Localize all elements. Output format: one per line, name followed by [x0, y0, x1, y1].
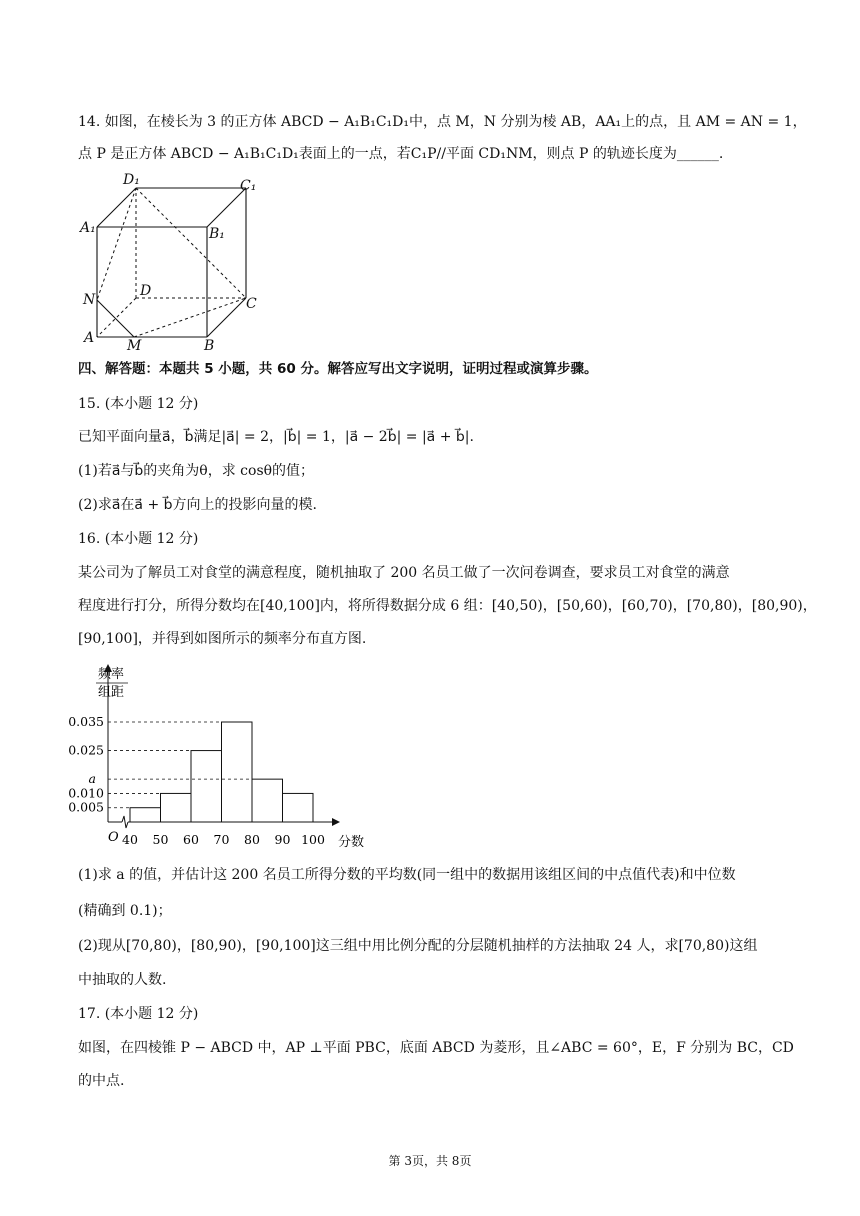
label-a: A — [84, 330, 95, 346]
q16-part-1-line-1: (1)求 a 的值，并估计这 200 名员工所得分数的平均数(同一组中的数据用该组区间的中点值代表)和中位数 — [78, 867, 736, 883]
segment-n-m — [97, 300, 134, 337]
x-tick-label: 80 — [244, 832, 260, 847]
histogram-bar — [130, 808, 161, 822]
edge-a1-d1 — [97, 188, 136, 227]
y-axis-label-bottom: 组距 — [98, 685, 125, 700]
label-b1: B₁ — [209, 226, 225, 242]
label-b: B — [204, 338, 215, 354]
histogram-bar — [283, 793, 314, 822]
hidden-edge-d-a — [97, 298, 136, 337]
q15-title: 15. (本小题 12 分) — [78, 396, 199, 412]
section-4-heading: 四、解答题：本题共 5 小题，共 60 分。解答应写出文字说明，证明过程或演算步骤。 — [78, 361, 598, 377]
x-tick-label: 90 — [274, 832, 291, 847]
y-tick-label: a — [88, 771, 96, 787]
q15-stem: 已知平面向量a⃗，b⃗满足|a⃗| = 2，|b⃗| = 1，|a⃗ − 2b⃗| = |a⃗ + b⃗|. — [78, 429, 474, 445]
histogram-bar — [161, 793, 192, 822]
y-tick-label: 0.035 — [68, 714, 104, 729]
x-tick-label: 40 — [122, 832, 138, 847]
origin-label: O — [108, 830, 119, 845]
q15-part-1: (1)若a⃗与b⃗的夹角为θ，求 cosθ的值； — [78, 463, 315, 479]
q17-title: 17. (本小题 12 分) — [78, 1006, 199, 1022]
x-tick-label: 50 — [152, 832, 169, 847]
edge-b-c — [207, 298, 246, 337]
q15-part-2: (2)求a⃗在a⃗ + b⃗方向上的投影向量的模. — [78, 497, 317, 513]
q16-line-2: 程度进行打分，所得分数均在[40,100]内，将所得数据分成 6 组：[40,50)，[50,60)，[60,70)，[70,80)，[80,90)， — [78, 598, 817, 614]
q16-part-2-line-1: (2)现从[70,80)，[80,90)，[90,100]这三组中用比例分配的分层随机抽样的方法抽取 24 人，求[70,80)这组 — [78, 938, 758, 954]
q17-line-1: 如图，在四棱锥 P − ABCD 中，AP ⊥平面 PBC，底面 ABCD 为菱形，且∠ABC = 60°，E，F 分别为 BC，CD — [78, 1040, 794, 1056]
y-tick-label: 0.025 — [68, 742, 104, 758]
q17-line-2: 的中点. — [78, 1073, 125, 1089]
histogram-bar — [252, 779, 283, 822]
q14-line-1: 14. 如图，在棱长为 3 的正方体 ABCD − A₁B₁C₁D₁中，点 M，N 分别为棱 AB，AA₁上的点，且 AM = AN = 1， — [78, 114, 807, 130]
x-axis-label: 分数 — [338, 835, 365, 850]
label-d1: D₁ — [123, 172, 140, 188]
x-tick-label: 60 — [183, 832, 199, 847]
label-c: C — [246, 296, 257, 312]
q16-part-2-line-2: 中抽取的人数. — [78, 972, 167, 988]
q16-part-1-line-2: (精确到 0.1)； — [78, 903, 172, 919]
histogram-bar — [222, 722, 253, 822]
frequency-histogram — [68, 662, 378, 852]
histogram-bar — [191, 751, 222, 822]
y-tick-label: 0.010 — [68, 785, 104, 801]
x-tick-label: 100 — [301, 832, 325, 847]
label-c1: C₁ — [240, 178, 257, 194]
y-tick-label: 0.005 — [68, 799, 104, 815]
label-n: N — [83, 292, 96, 308]
label-d: D — [140, 283, 152, 299]
label-a1: A₁ — [80, 220, 96, 236]
label-m: M — [127, 338, 142, 354]
q16-title: 16. (本小题 12 分) — [78, 531, 199, 547]
x-tick-label: 70 — [213, 832, 230, 847]
hidden-segment-m-c — [134, 298, 246, 337]
q16-line-3: [90,100]，并得到如图所示的频率分布直方图. — [78, 631, 367, 647]
x-axis-break — [122, 816, 128, 828]
q16-line-1: 某公司为了解员工对食堂的满意程度，随机抽取了 200 名员工做了一次问卷调查，要求员工对食堂的满意 — [78, 565, 730, 581]
q14-line-2: 点 P 是正方体 ABCD − A₁B₁C₁D₁表面上的一点，若C₁P//平面 CD₁NM，则点 P 的轨迹长度为______. — [78, 146, 724, 162]
page-footer: 第 3页，共 8页 — [388, 1154, 472, 1168]
hidden-segment-d1-n — [97, 188, 136, 300]
cube-figure — [78, 170, 278, 354]
y-axis-label-top: 频率 — [98, 667, 125, 682]
